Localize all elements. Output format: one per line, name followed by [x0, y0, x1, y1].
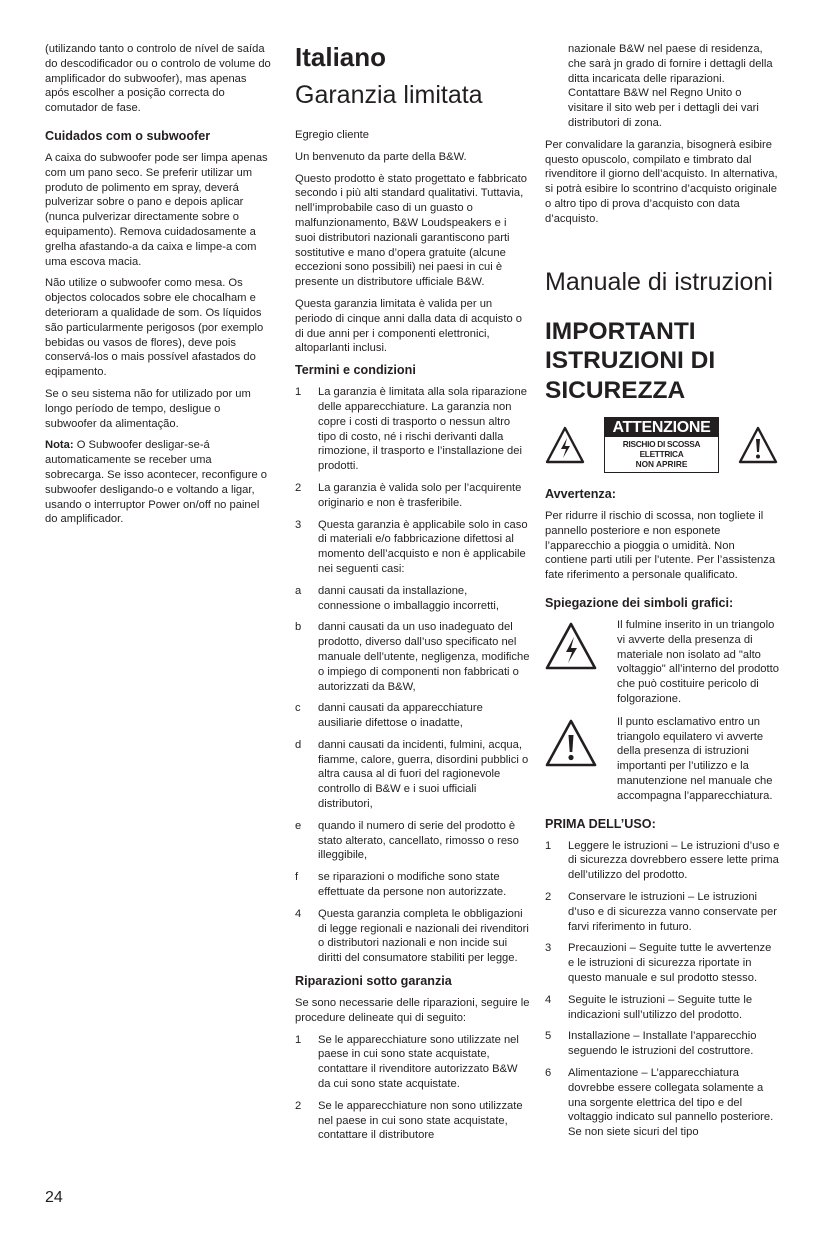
list-item: [545, 1029, 780, 1059]
warning-line: NON APRIRE: [635, 459, 688, 470]
paragraph: Se o seu sistema não for utilizado por um longo período de tempo, desligue o subwoofer da alimentação.: [45, 387, 251, 430]
list-text: danni causati da un uso inadeguato del prodotto, diverso dall’uso specificato nel manuale dell’utente, negligenza, modifiche o impiego di componenti non fabbricati o autorizzati da B&W,: [318, 621, 530, 693]
list-marker: 1: [545, 839, 552, 852]
list-text: Se le apparecchiature sono utilizzate nel paese in cui sono state acquistate, contattare il rivenditore autorizzato B&W da cui sono state acquistate.: [318, 1033, 519, 1091]
symbol-text: Il fulmine inserito in un triangolo vi avverte della presenza di materiale non isolato ad "alto voltaggio" all’interno del prodotto che può costituire pericolo di folgorazione.: [617, 619, 779, 706]
warning-header: ATTENZIONE: [605, 418, 718, 437]
paragraph: Questa garanzia limitata è valida per un periodo di cinque anni dalla data di acquisto o di due anni per i componenti elettronici, altoparlanti inclusi.: [295, 297, 523, 355]
list-marker: c: [295, 702, 301, 715]
symbol-text: Il punto esclamativo entro un triangolo equilatero vi avverte della presenza di istruzioni importanti per l’utilizzo e la manutenzione nel manuale che accompagna l’apparecchiatura.: [617, 715, 773, 802]
paragraph: Per ridurre il rischio di scossa, non togliete il pannello posteriore e non esponete l’apparecchio a pioggia o umidità. Non contiene parti utili per l’utente. Per l’assistenza fate riferimento a personale qualificato.: [545, 510, 776, 582]
list-item: [545, 839, 780, 883]
note-text: O Subwoofer desligar-se-á automaticamente se receber uma sobrecarga. Se isso acontecer, reconfigure o subwoofer desligando-o e voltando a ligar, usando o interruptor Power on/off no painel do amplificador.: [45, 439, 268, 526]
symbol-explanation: [545, 618, 780, 707]
list-text: Alimentazione – L’apparecchiatura dovrebbe essere collegata solamente a una sorgente elettrica del tipo e del voltaggio indicato sul pannello posteriore. Se non siete sicuri del tipo: [568, 1066, 774, 1139]
list-marker: b: [295, 621, 302, 634]
list-text: Installazione – Installate l’apparecchio seguendo le istruzioni del costruttore.: [568, 1030, 757, 1058]
language-title: Italiano: [295, 42, 387, 72]
list-marker: 2: [545, 891, 552, 903]
list-marker: f: [295, 871, 299, 884]
lightning-icon: [545, 622, 597, 670]
list-text: danni causati da incidenti, fulmini, acqua, fiamme, calore, guerra, disordini pubblici o altra causa al di fuori del ragionevole controllo di B&W e i suoi ufficiali distributori,: [318, 738, 529, 811]
list-item: [295, 819, 530, 863]
paragraph: Un benvenuto da parte della B&W.: [295, 150, 467, 163]
list-text: Conservare le istruzioni – Le istruzioni d’uso e di sicurezza vanno conservate per farvi riferimento in futuro.: [568, 891, 777, 933]
list-item: [295, 481, 530, 511]
note-paragraph: [45, 438, 273, 527]
list-item: [295, 584, 530, 614]
list-text: Seguite le istruzioni – Seguite tutte le indicazioni sull’utilizzo del prodotto.: [568, 993, 753, 1021]
list-marker: 5: [545, 1030, 552, 1043]
paragraph: Questo prodotto è stato progettato e fabbricato secondo i più alti standard qualitativi. Tuttavia, nell’improbabile caso di un guasto o malfunzionamento, B&W Loudspeakers e i suoi distributori nazionali garantiscono parti sostitutive e mano d’opera gratuite (alcune eccezioni sono possibili) nei paesi in cui è presente un distributore ufficiale B&W.: [295, 172, 527, 289]
list-text: danni causati da installazione, connessione o imballaggio incorretti,: [318, 584, 499, 612]
warning-box: [604, 417, 719, 473]
list-continuation: nazionale B&W nel paese di residenza, che sarà jn grado di fornire i dettagli della ditta incaricata delle riparazioni. Contattare B&W nel Regno Unito o visitare il sito web per i dettagli dei vari distributori di zona.: [568, 43, 773, 129]
list-text: La garanzia è limitata alla sola riparazione delle apparecchiature. La garanzia non copre i costi di trasporto o nessun altro tipo di costo, né i rischi derivanti dalla rimozione, il trasporto e l’installazione dei prodotti.: [318, 386, 527, 473]
list-text: Questa garanzia è applicabile solo in caso di materiali e/o fabbricazione difettosi al momento dell’acquisto e non è applicabile nei seguenti casi:: [318, 518, 528, 575]
paragraph: Se sono necessarie delle riparazioni, seguire le procedure delineate qui di seguito:: [295, 997, 530, 1024]
list-item: [295, 701, 530, 731]
warranty-title: Garanzia limitata: [295, 81, 483, 109]
page-number: 24: [45, 1189, 63, 1206]
list-item: [295, 738, 530, 812]
list-text: se riparazioni o modifiche sono state effettuate da persone non autorizzate.: [318, 871, 507, 899]
exclamation-icon: [738, 426, 778, 464]
warning-line: RISCHIO DI SCOSSA ELETTRICA: [622, 439, 701, 460]
list-text: quando il numero di serie del prodotto è stato alterato, cancellato, rimosso o reso illeggibile,: [318, 819, 519, 862]
section-heading: Avvertenza:: [545, 487, 616, 502]
list-item: [295, 870, 530, 900]
column-italian-manual: [545, 42, 780, 1148]
list-text: La garanzia è valida solo per l’acquirente originario e non è trasferibile.: [318, 481, 522, 509]
manual-title: Manuale di istruzioni: [545, 267, 773, 296]
list-marker: d: [295, 738, 302, 751]
safety-title: IMPORTANTI ISTRUZIONI DI SICUREZZA: [545, 317, 716, 404]
list-marker: e: [295, 819, 302, 832]
list-text: danni causati da apparecchiature ausiliarie difettose o inadatte,: [318, 702, 483, 730]
list-text: Questa garanzia completa le obbligazioni di legge regionali e nazionali dei rivenditori o distributori nazionali e non incide sui diritti del consumatore stabiliti per legge.: [318, 907, 529, 965]
list-item: [545, 1066, 780, 1140]
list-item: [295, 385, 530, 474]
list-text: Precauzioni – Seguite tutte le avvertenze e le istruzioni di sicurezza riportate in questo manuale e sul prodotto stesso.: [568, 942, 772, 984]
list-marker: 3: [295, 518, 302, 531]
list-item: [545, 941, 780, 985]
list-item: [295, 1033, 530, 1092]
list-item: [295, 518, 530, 577]
list-marker: 4: [295, 907, 302, 920]
column-italian-warranty: [295, 42, 530, 1151]
list-marker: 1: [295, 386, 302, 399]
list-marker: 4: [545, 993, 552, 1006]
list-marker: 2: [295, 1099, 302, 1112]
list-item: [295, 1099, 530, 1143]
repair-list: [295, 1033, 530, 1144]
list-marker: 6: [545, 1066, 552, 1079]
exclamation-icon: [545, 719, 597, 767]
list-item: [545, 993, 780, 1023]
section-heading: Spiegazione dei simboli grafici:: [545, 596, 734, 611]
warning-label: [545, 417, 778, 473]
paragraph: A caixa do subwoofer pode ser limpa apenas com um pano seco. Se preferir utilizar um produto de polimento em spray, deverá pulverizar sobre o pano e depois aplicar (nunca pulverizar directamente sobre o equipamento). Remova cuidadosamente a grelha afastando-a da caixa e limpe-a com uma escova macia.: [45, 151, 268, 268]
list-marker: 3: [545, 942, 552, 955]
note-label: Nota:: [45, 439, 74, 452]
list-marker: a: [295, 584, 302, 597]
paragraph: Egregio cliente: [295, 129, 370, 141]
list-marker: 1: [295, 1033, 302, 1046]
section-heading: Termini e condizioni: [295, 363, 416, 378]
list-item: [295, 620, 530, 694]
paragraph: (utilizando tanto o controlo de nível de saída do descodificador ou o controlo de volume do amplificador do subwoofer), mas apenas após escolher a posição correcta do comutador de fase.: [45, 43, 271, 115]
symbol-explanation: [545, 715, 780, 804]
paragraph: Não utilize o subwoofer como mesa. Os objectos colocados sobre ele chocalham e deterioram a qualidade de som. Os líquidos são particularmente perigosos (por exemplo bebidas ou vasos de flores), deve pois conservá-los o mais possível afastados do eqipamento.: [45, 277, 264, 379]
column-portuguese: [45, 42, 273, 534]
list-item: [295, 907, 530, 966]
section-heading: Riparazioni sotto garanzia: [295, 974, 452, 989]
list-marker: 2: [295, 481, 302, 494]
paragraph: Per convalidare la garanzia, bisognerà esibire questo opuscolo, compilato e timbrato dal rivenditore il giorno dell’acquisto. In alternativa, si potrà esibire lo scontrino d’acquisto originale o altro tipo di prova d’acquisto con data d’acquisto.: [545, 138, 778, 225]
section-heading: Cuidados com o subwoofer: [45, 128, 211, 143]
list-text: Se le apparecchiature non sono utilizzate nel paese in cui sono state acquistate, contattare il distributore: [318, 1099, 523, 1142]
lightning-icon: [545, 426, 585, 464]
list-item: [545, 890, 780, 934]
section-heading: PRIMA DELL’USO:: [545, 816, 656, 831]
before-use-list: [545, 839, 780, 1140]
terms-list: [295, 385, 530, 966]
list-text: Leggere le istruzioni – Le istruzioni d’uso e di sicurezza dovrebbero essere lette prima dell’utilizzo del prodotto.: [568, 839, 780, 882]
